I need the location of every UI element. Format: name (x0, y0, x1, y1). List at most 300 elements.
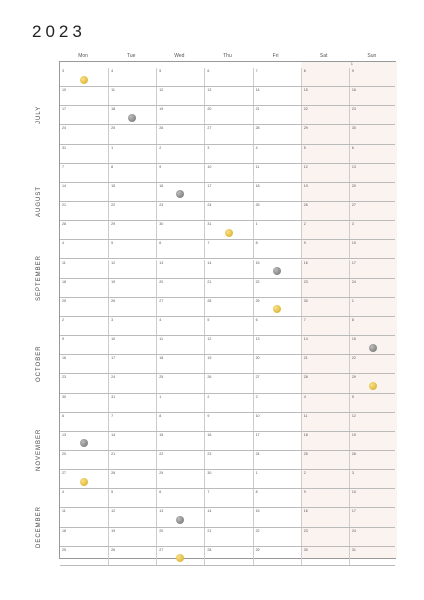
week-row (60, 489, 395, 508)
day-number: 14 (303, 337, 308, 342)
day-cell[interactable] (108, 298, 156, 316)
day-cell[interactable] (60, 355, 108, 373)
day-number: 20 (159, 528, 164, 533)
day-number: 13 (351, 164, 356, 169)
day-cell[interactable] (301, 489, 349, 507)
day-cell[interactable] (301, 202, 349, 220)
day-cell[interactable] (301, 432, 349, 450)
day-cell[interactable] (253, 183, 301, 201)
month-label-november: NOVEMBER (36, 428, 42, 471)
day-cell[interactable] (301, 355, 349, 373)
day-cell[interactable] (60, 508, 108, 526)
day-cell[interactable] (253, 125, 301, 143)
day-cell[interactable] (301, 336, 349, 354)
week-row (60, 279, 395, 298)
day-cell[interactable] (156, 355, 204, 373)
day-cell[interactable] (156, 87, 204, 105)
day-cell[interactable] (349, 451, 397, 469)
day-cell[interactable] (156, 221, 204, 239)
weekday-thu: Thu (223, 53, 232, 59)
day-cell[interactable] (253, 528, 301, 546)
day-cell[interactable] (253, 240, 301, 258)
day-cell[interactable] (349, 260, 397, 278)
day-cell[interactable] (301, 145, 349, 163)
day-cell[interactable] (301, 547, 349, 565)
day-cell[interactable] (204, 125, 252, 143)
day-number: 14 (207, 260, 212, 265)
day-cell[interactable] (204, 489, 252, 507)
day-number: 3 (111, 317, 114, 322)
day-number: 29 (255, 547, 260, 552)
day-number: 4 (111, 69, 114, 73)
day-number: 12 (111, 509, 116, 514)
day-cell[interactable] (204, 547, 252, 565)
day-cell[interactable] (349, 145, 397, 163)
day-number: 17 (351, 509, 356, 514)
day-cell[interactable] (349, 432, 397, 450)
day-cell[interactable] (301, 183, 349, 201)
week-row (60, 336, 395, 355)
day-cell[interactable] (60, 317, 108, 335)
day-number: 19 (303, 183, 308, 188)
day-cell[interactable] (108, 279, 156, 297)
day-cell[interactable] (253, 355, 301, 373)
day-number: 5 (207, 317, 210, 322)
day-cell[interactable] (349, 87, 397, 105)
day-number: 18 (62, 528, 66, 533)
day-number: 4 (62, 490, 64, 495)
day-number: 10 (207, 164, 212, 169)
day-cell[interactable] (253, 145, 301, 163)
day-cell[interactable] (253, 164, 301, 182)
day-number: 20 (351, 183, 356, 188)
day-cell[interactable] (253, 336, 301, 354)
day-cell[interactable] (108, 87, 156, 105)
day-number: 25 (62, 298, 66, 303)
day-cell[interactable] (301, 279, 349, 297)
day-number: 2 (303, 222, 306, 227)
day-cell[interactable] (253, 202, 301, 220)
day-cell[interactable] (204, 374, 252, 392)
day-number: 9 (159, 164, 162, 169)
day-cell[interactable] (108, 413, 156, 431)
day-cell[interactable] (108, 336, 156, 354)
day-cell[interactable] (349, 489, 397, 507)
day-cell[interactable] (156, 317, 204, 335)
day-cell[interactable] (108, 489, 156, 507)
day-cell[interactable] (204, 298, 252, 316)
day-cell[interactable] (60, 164, 108, 182)
day-cell[interactable] (108, 125, 156, 143)
day-cell[interactable] (301, 240, 349, 258)
day-number: 11 (111, 88, 115, 93)
day-number: 16 (159, 183, 164, 188)
day-cell[interactable] (301, 508, 349, 526)
day-cell[interactable] (156, 125, 204, 143)
day-number: 29 (303, 126, 308, 131)
day-cell[interactable] (253, 547, 301, 565)
day-cell[interactable] (60, 260, 108, 278)
day-number: 10 (351, 490, 356, 495)
day-cell[interactable] (108, 260, 156, 278)
day-number: 21 (303, 356, 308, 361)
day-number: 4 (303, 394, 306, 399)
day-cell[interactable] (156, 432, 204, 450)
week-row (60, 87, 395, 106)
day-number: 21 (207, 528, 212, 533)
day-cell[interactable] (60, 221, 108, 239)
day-number: 2 (159, 145, 162, 150)
day-number: 16 (303, 260, 308, 265)
day-cell[interactable] (204, 68, 252, 86)
day-cell[interactable] (108, 183, 156, 201)
day-number: 23 (62, 375, 66, 380)
day-number: 10 (351, 241, 356, 246)
full-moon-icon (225, 229, 233, 237)
day-number: 4 (255, 145, 258, 150)
day-number: 12 (111, 260, 116, 265)
day-cell[interactable] (253, 317, 301, 335)
week-row (60, 317, 395, 336)
weekday-sun: Sun (367, 53, 377, 59)
day-cell[interactable] (301, 413, 349, 431)
week-row (60, 125, 395, 144)
day-cell[interactable] (108, 432, 156, 450)
day-number: 19 (207, 356, 212, 361)
day-number: 24 (351, 279, 356, 284)
day-cell[interactable] (60, 451, 108, 469)
day-cell[interactable] (349, 528, 397, 546)
new-moon-icon (369, 344, 377, 352)
day-cell[interactable] (349, 68, 397, 86)
full-moon-icon (80, 76, 88, 84)
day-cell[interactable] (156, 470, 204, 488)
day-number: 1 (159, 394, 162, 399)
day-cell[interactable] (108, 240, 156, 258)
day-cell[interactable] (60, 413, 108, 431)
day-number: 16 (303, 509, 308, 514)
day-number: 24 (62, 126, 66, 131)
day-cell[interactable] (156, 106, 204, 124)
day-number: 13 (207, 88, 212, 93)
day-cell[interactable] (204, 145, 252, 163)
week-row (60, 470, 395, 489)
day-cell[interactable] (60, 125, 108, 143)
day-number: 25 (159, 375, 164, 380)
day-number: 23 (303, 528, 308, 533)
day-cell[interactable] (60, 87, 108, 105)
day-cell[interactable] (253, 470, 301, 488)
week-row (60, 394, 395, 413)
day-cell[interactable] (301, 164, 349, 182)
day-number: 9 (207, 413, 210, 418)
day-cell[interactable] (204, 202, 252, 220)
day-number: 6 (207, 69, 210, 73)
day-cell[interactable] (156, 374, 204, 392)
day-number: 12 (303, 164, 308, 169)
weekday-wed: Wed (174, 53, 185, 59)
day-cell[interactable] (60, 298, 108, 316)
day-cell[interactable] (253, 413, 301, 431)
day-cell[interactable] (349, 508, 397, 526)
full-moon-icon (369, 382, 377, 390)
day-number: 22 (159, 452, 164, 456)
day-cell[interactable] (204, 106, 252, 124)
day-cell[interactable] (253, 451, 301, 469)
day-cell[interactable] (60, 106, 108, 124)
day-cell[interactable] (301, 260, 349, 278)
day-cell[interactable] (156, 394, 204, 412)
day-cell[interactable] (349, 125, 397, 143)
day-number: 2 (303, 471, 306, 476)
day-cell[interactable] (253, 374, 301, 392)
week-row (60, 183, 395, 202)
week-row (60, 451, 395, 470)
day-cell[interactable] (108, 164, 156, 182)
day-cell[interactable] (301, 528, 349, 546)
day-cell[interactable] (108, 470, 156, 488)
day-cell[interactable] (204, 528, 252, 546)
day-cell[interactable] (253, 279, 301, 297)
day-cell[interactable] (349, 547, 397, 565)
day-cell[interactable] (156, 260, 204, 278)
day-number: 29 (159, 471, 164, 476)
day-number: 23 (159, 203, 164, 208)
day-number: 19 (159, 107, 164, 112)
day-cell[interactable] (108, 317, 156, 335)
day-number: 14 (111, 432, 116, 437)
day-cell[interactable] (204, 508, 252, 526)
day-number: 27 (207, 126, 212, 131)
day-cell[interactable] (301, 221, 349, 239)
day-number: 26 (111, 547, 116, 552)
day-cell[interactable] (301, 298, 349, 316)
day-cell[interactable] (301, 125, 349, 143)
day-cell[interactable] (204, 355, 252, 373)
day-cell[interactable] (349, 413, 397, 431)
day-number: 19 (351, 432, 356, 437)
day-number: 24 (111, 375, 116, 380)
day-number: 7 (62, 164, 64, 169)
day-cell[interactable] (204, 317, 252, 335)
day-cell[interactable] (204, 394, 252, 412)
day-number: 18 (303, 432, 308, 437)
day-number: 27 (159, 298, 164, 303)
day-number: 10 (255, 413, 260, 418)
day-cell[interactable] (301, 68, 349, 86)
day-cell[interactable] (60, 489, 108, 507)
day-cell[interactable] (253, 508, 301, 526)
day-number: 13 (62, 432, 66, 437)
day-number: 21 (62, 203, 66, 208)
day-cell[interactable] (204, 183, 252, 201)
day-number: 18 (255, 183, 260, 188)
day-number: 28 (303, 375, 308, 380)
day-cell[interactable] (204, 470, 252, 488)
day-cell[interactable] (349, 394, 397, 412)
day-cell[interactable] (253, 221, 301, 239)
week-row (60, 298, 395, 317)
day-number: 28 (207, 547, 212, 552)
day-number: 29 (255, 298, 260, 303)
week-row (60, 547, 395, 566)
day-cell[interactable] (349, 164, 397, 182)
week-row (60, 145, 395, 164)
day-cell[interactable] (156, 279, 204, 297)
day-cell[interactable] (349, 106, 397, 124)
day-cell[interactable] (60, 145, 108, 163)
day-number: 15 (303, 88, 308, 93)
day-number: 27 (351, 203, 356, 208)
day-number: 31 (111, 394, 116, 399)
day-cell[interactable] (156, 336, 204, 354)
day-cell[interactable] (253, 106, 301, 124)
day-number: 11 (303, 413, 308, 418)
day-cell[interactable] (349, 317, 397, 335)
day-cell[interactable] (349, 202, 397, 220)
day-number: 3 (255, 394, 258, 399)
day-cell[interactable] (204, 413, 252, 431)
day-cell[interactable] (204, 164, 252, 182)
day-cell[interactable] (60, 202, 108, 220)
day-cell[interactable] (156, 413, 204, 431)
day-number: 22 (303, 107, 308, 112)
day-cell[interactable] (108, 528, 156, 546)
day-cell[interactable] (60, 279, 108, 297)
day-number: 30 (303, 298, 308, 303)
day-number: 26 (207, 375, 212, 380)
day-cell[interactable] (60, 240, 108, 258)
day-cell[interactable] (156, 298, 204, 316)
day-cell[interactable] (204, 432, 252, 450)
day-cell[interactable] (349, 240, 397, 258)
day-cell[interactable] (301, 374, 349, 392)
day-number: 25 (255, 203, 260, 208)
day-cell[interactable] (108, 355, 156, 373)
day-number: 31 (351, 547, 356, 552)
day-number: 6 (159, 490, 162, 495)
month-label-august: AUGUST (36, 185, 42, 217)
day-cell[interactable] (301, 394, 349, 412)
weekday-fri: Fri (272, 53, 279, 59)
day-number: 7 (207, 490, 210, 495)
day-cell[interactable] (156, 145, 204, 163)
day-number: 1 (255, 222, 258, 227)
day-cell[interactable] (301, 87, 349, 105)
day-cell[interactable] (156, 528, 204, 546)
day-cell[interactable] (108, 374, 156, 392)
day-cell[interactable] (349, 355, 397, 373)
day-number: 5 (351, 394, 354, 399)
day-cell[interactable] (156, 240, 204, 258)
year-title: 2023 (32, 22, 86, 41)
day-cell[interactable] (349, 279, 397, 297)
day-number: 9 (62, 337, 64, 342)
month-label-september: SEPTEMBER (36, 254, 42, 301)
day-cell[interactable] (301, 106, 349, 124)
new-moon-icon (273, 267, 281, 275)
month-label-october: OCTOBER (36, 345, 42, 383)
day-number: 4 (159, 317, 162, 322)
week-row (60, 508, 395, 527)
day-cell[interactable] (253, 68, 301, 86)
day-number: 8 (351, 317, 354, 322)
day-cell[interactable] (204, 260, 252, 278)
day-number: 29 (351, 375, 356, 380)
day-cell[interactable] (108, 451, 156, 469)
day-number: 30 (303, 547, 308, 552)
day-number: 27 (159, 547, 164, 552)
day-cell[interactable] (204, 240, 252, 258)
week-row (60, 528, 395, 547)
day-cell[interactable] (253, 87, 301, 105)
day-cell[interactable] (156, 202, 204, 220)
day-cell[interactable] (108, 68, 156, 86)
day-cell[interactable] (156, 489, 204, 507)
day-number: 20 (207, 107, 212, 112)
day-cell[interactable] (204, 87, 252, 105)
day-cell[interactable] (60, 336, 108, 354)
day-cell[interactable] (108, 221, 156, 239)
day-cell[interactable] (60, 183, 108, 201)
day-cell[interactable] (253, 489, 301, 507)
day-cell[interactable] (301, 470, 349, 488)
day-number: 1 (111, 145, 114, 150)
day-cell[interactable] (108, 394, 156, 412)
day-cell[interactable] (156, 164, 204, 182)
day-cell[interactable] (301, 451, 349, 469)
day-number: 22 (111, 203, 116, 208)
day-number: 27 (255, 375, 260, 380)
day-number: 5 (111, 490, 114, 495)
day-number: 1 (351, 298, 354, 303)
day-number: 6 (62, 413, 64, 418)
day-number: 14 (207, 509, 212, 514)
day-cell[interactable] (349, 183, 397, 201)
day-number: 28 (62, 222, 66, 227)
weekday-mon: Mon (78, 53, 88, 59)
day-cell[interactable] (108, 145, 156, 163)
day-number: 11 (62, 509, 66, 514)
day-cell[interactable] (156, 451, 204, 469)
day-cell[interactable] (60, 374, 108, 392)
day-cell[interactable] (349, 221, 397, 239)
day-cell[interactable] (204, 279, 252, 297)
day-cell[interactable] (204, 336, 252, 354)
day-cell[interactable] (108, 508, 156, 526)
day-number: 17 (255, 432, 260, 437)
day-number: 2 (62, 317, 64, 322)
week-row (60, 260, 395, 279)
day-cell[interactable] (108, 547, 156, 565)
day-cell[interactable] (60, 528, 108, 546)
day-cell[interactable] (60, 547, 108, 565)
weekday-tue: Tue (126, 53, 136, 59)
day-cell[interactable] (253, 394, 301, 412)
day-cell[interactable] (60, 394, 108, 412)
day-number: 8 (255, 490, 258, 495)
day-cell[interactable] (253, 432, 301, 450)
day-number: 26 (111, 298, 116, 303)
day-cell[interactable] (349, 470, 397, 488)
day-cell[interactable] (301, 317, 349, 335)
day-cell[interactable] (349, 298, 397, 316)
day-cell[interactable] (156, 68, 204, 86)
week-row (60, 413, 395, 432)
day-number: 15 (255, 260, 260, 265)
day-cell[interactable] (108, 202, 156, 220)
day-cell[interactable] (204, 451, 252, 469)
